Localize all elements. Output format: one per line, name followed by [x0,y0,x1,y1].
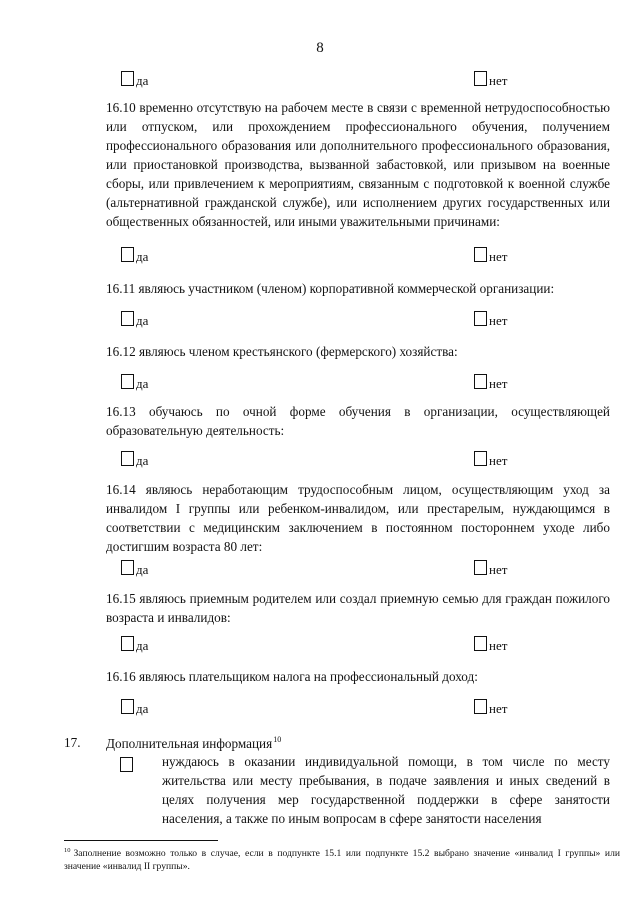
checkbox-yes[interactable] [121,699,134,714]
yes-option[interactable] [121,70,148,86]
page-number: 8 [316,40,324,56]
yes-option[interactable] [121,450,148,466]
checkbox-yes[interactable] [121,636,134,651]
no-option[interactable] [474,310,507,326]
section-17-title-text: Дополнительная информация [106,736,273,751]
checkbox-yes[interactable] [121,71,134,86]
yes-option[interactable] [121,310,148,326]
no-label: нет [489,73,508,88]
no-option[interactable] [474,70,507,86]
section-17-number: 17. [64,735,81,750]
no-label: нет [489,249,508,264]
yes-label: да [136,701,149,716]
no-option[interactable] [474,635,507,651]
checkbox-no[interactable] [474,247,487,262]
no-option[interactable] [474,698,507,714]
no-label: нет [489,376,508,391]
yes-label: да [136,562,149,577]
checkbox-yes[interactable] [121,560,134,575]
checkbox-yes[interactable] [121,451,134,466]
checkbox-no[interactable] [474,311,487,326]
no-label: нет [489,701,508,716]
yes-label: да [136,376,149,391]
checkbox-no[interactable] [474,71,487,86]
no-option[interactable] [474,246,507,262]
yes-option[interactable] [121,559,148,575]
no-option[interactable] [474,373,507,389]
footnote-divider [64,840,218,841]
question-16-12: 16.12 являюсь членом крестьянского (фермерского) хозяйства: [106,344,458,359]
checkbox-yes[interactable] [121,247,134,262]
no-label: нет [489,453,508,468]
question-16-15: 16.15 являюсь приемным родителем или создал приемную семью для граждан пожилого возраста и инвалидов: [106,591,610,625]
no-label: нет [489,313,508,328]
footnote-text: Заполнение возможно только в случае, если в подпункте 15.1 или подпункте 15.2 выбрано значение «инвалид I группы» или значение «инвалид II группы». [64,848,620,872]
yes-option[interactable] [121,373,148,389]
checkbox-no[interactable] [474,451,487,466]
section-17-title [106,735,281,752]
yes-label: да [136,313,149,328]
no-option[interactable] [474,450,507,466]
checkbox-yes[interactable] [121,311,134,326]
yes-label: да [136,453,149,468]
individual-help-text: нуждаюсь в оказании индивидуальной помощи, в том числе по месту жительства или месту пребывания, в подаче заявления и иных сведений в целях получения мер государственной поддержки в сфере занятости населения, а также по иным вопросам в сфере занятости населения [162,754,610,826]
no-option[interactable] [474,559,507,575]
no-label: нет [489,638,508,653]
yes-label: да [136,638,149,653]
question-16-10: 16.10 временно отсутствую на рабочем месте в связи с временной нетрудоспособностью или отпуском, или прохождением профессионального обучения, получением профессионального образования или дополнительного профессионального образования, или приостановкой производства, вызванной забастовкой, или призывом на военные сборы, или привлечением к мероприятиям, связанным с подготовкой к военной службе (альтернативной гражданской службе), или исполнением других государственных или общественных обязанностей, или иными уважительными причинами: [106,100,610,229]
footnote-number: 10 [64,847,71,854]
yes-option[interactable] [121,635,148,651]
yes-label: да [136,249,149,264]
yes-option[interactable] [121,246,148,262]
yes-label: да [136,73,149,88]
checkbox-no[interactable] [474,374,487,389]
yes-option[interactable] [121,698,148,714]
question-16-16: 16.16 являюсь плательщиком налога на профессиональный доход: [106,669,478,684]
question-16-14: 16.14 являюсь неработающим трудоспособным лицом, осуществляющим уход за инвалидом I группы или ребенком-инвалидом, или престарелым, нуждающимся в соответствии с медицинским заключением в постоянном постороннем уходе либо достигшим возраста 80 лет: [106,482,610,554]
checkbox-yes[interactable] [121,374,134,389]
checkbox-no[interactable] [474,560,487,575]
footnote-ref: 10 [273,735,282,744]
checkbox-no[interactable] [474,699,487,714]
question-16-11: 16.11 являюсь участником (членом) корпоративной коммерческой организации: [106,281,555,296]
checkbox-individual-help[interactable] [120,757,133,772]
question-16-13: 16.13 обучаюсь по очной форме обучения в организации, осуществляющей образовательную деятельность: [106,404,610,438]
no-label: нет [489,562,508,577]
footnote [64,844,620,873]
checkbox-no[interactable] [474,636,487,651]
